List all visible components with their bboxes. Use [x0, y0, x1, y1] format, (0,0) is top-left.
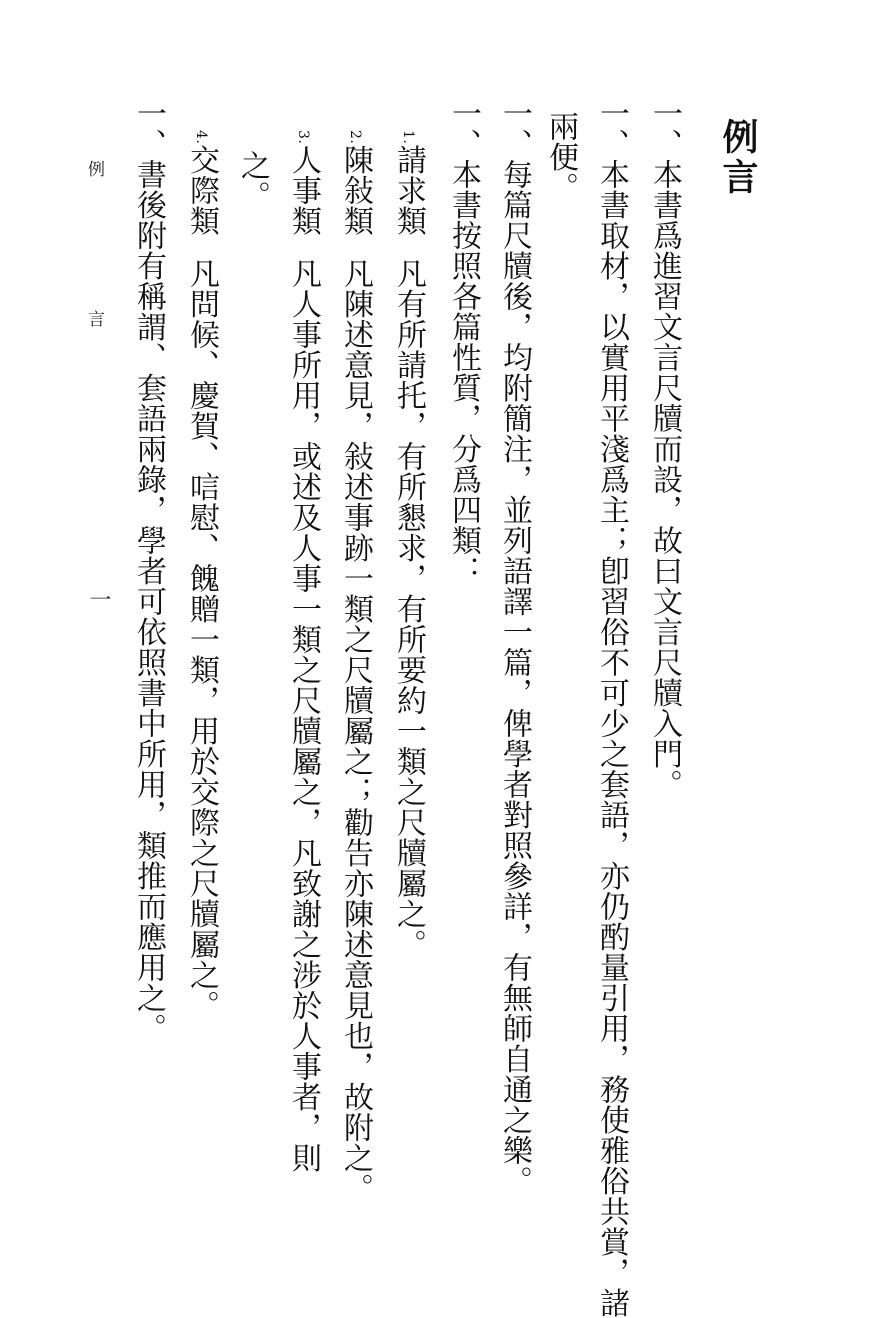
- item-number: 4.: [193, 130, 209, 145]
- item-number: 3.: [295, 130, 311, 145]
- item-number: 1.: [400, 130, 416, 145]
- text-column: 一、本書爲進習文言尺牘而設，故曰文言尺牘入門。: [647, 98, 682, 800]
- category-item: [184, 130, 219, 1021]
- page-title: 例言: [717, 118, 759, 198]
- category-label: 人事類: [286, 144, 321, 236]
- category-item: [391, 130, 426, 960]
- running-head: 例 言: [84, 160, 104, 385]
- category-description: 凡問候、慶賀、唁慰、餽贈一類，用於交際之尺牘屬之。: [184, 257, 219, 1021]
- text-column: 一、書後附有稱謂、套語兩錄，學者可依照書中所用，類推而應用之。: [131, 98, 166, 1044]
- text-column: 兩便。: [543, 111, 578, 203]
- page-number: 一: [86, 588, 111, 611]
- text-column: 一、本書按照各篇性質，分爲四類：: [446, 98, 481, 586]
- category-label: 請求類: [391, 144, 426, 236]
- category-description: 凡陳述意見，敍述事跡一類之尺牘屬之；勸告亦陳述意見也，故附之。: [338, 257, 373, 1204]
- category-label: 交際類: [184, 144, 219, 236]
- item-number: 2.: [347, 130, 363, 145]
- category-item: [286, 130, 321, 1173]
- category-description: 凡人事所用，或述及人事一類之尺牘屬之，凡致謝之涉於人事者，則: [286, 257, 321, 1173]
- text-column: 一、每篇尺牘後，均附簡注，並列語譯一篇，俾學者對照參詳，有無師自通之樂。: [497, 98, 532, 1196]
- category-item: [338, 130, 373, 1204]
- text-column: 一、本書取材，以實用平淺爲主；卽習俗不可少之套語，亦仍酌量引用，務使雅俗共賞，諸: [594, 98, 629, 1318]
- text-column: 之。: [235, 150, 270, 211]
- category-description: 凡有所請托，有所懇求，有所要約一類之尺牘屬之。: [391, 257, 426, 960]
- category-label: 陳敍類: [338, 144, 373, 236]
